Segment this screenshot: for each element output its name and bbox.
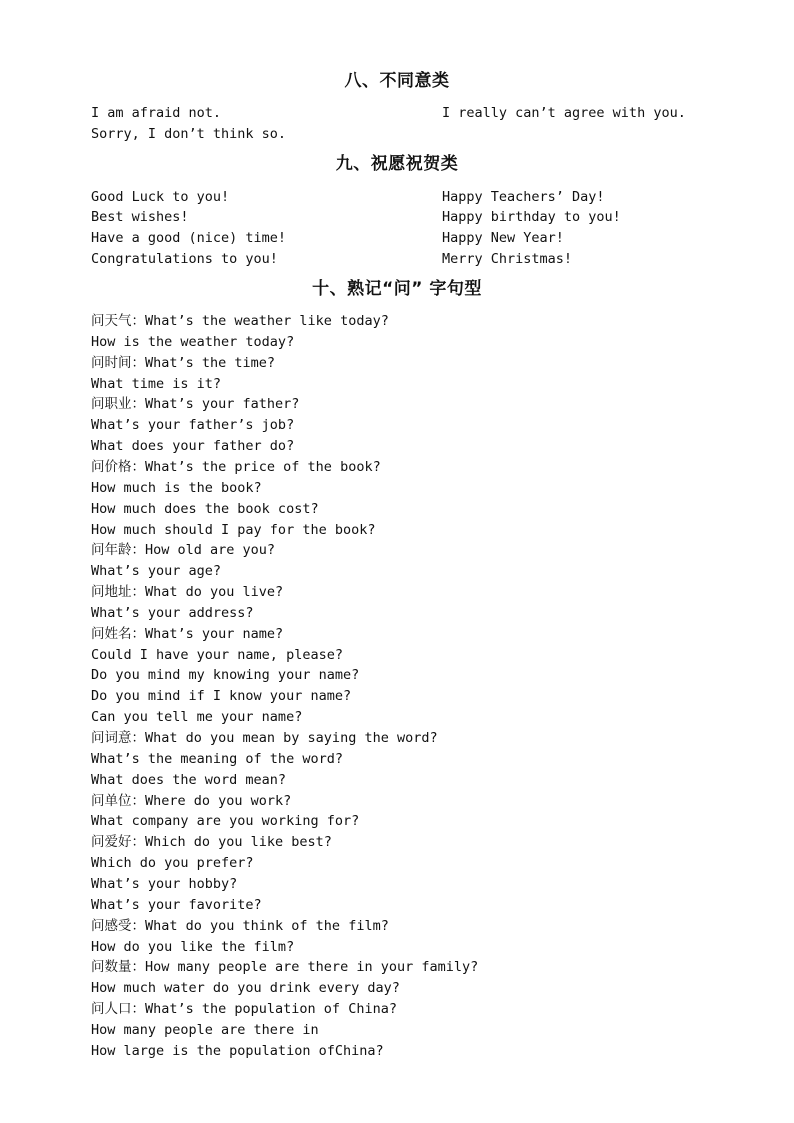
question-line: How much should I pay for the book? xyxy=(91,521,376,538)
question-line: How many people are there in xyxy=(91,1021,319,1038)
question-line: Could I have your name, please? xyxy=(91,646,343,663)
question-line: 问地址：What do you live? xyxy=(91,584,284,601)
question-line: How much does the book cost? xyxy=(91,500,319,517)
question-line: What’s your age? xyxy=(91,563,222,580)
question-line: 问单位：Where do you work? xyxy=(91,792,292,809)
question-line: 问词意：What do you mean by saying the word? xyxy=(91,730,438,746)
phrase-line: Congratulations to you! xyxy=(91,251,278,267)
question-line: What does your father do? xyxy=(91,438,295,455)
question-line: What company are you working for? xyxy=(91,813,360,830)
question-line: 问数量：How many people are there in your family? xyxy=(91,959,479,976)
question-line: 问职业：What’s your father? xyxy=(91,396,300,413)
phrase-line: I really can’t agree with you. xyxy=(442,105,686,121)
question-line: 问年龄：How old are you? xyxy=(91,542,276,559)
question-line: 问姓名：What’s your name? xyxy=(91,625,284,642)
question-line: 问人口：What’s the population of China? xyxy=(91,1001,397,1018)
question-line: Which do you prefer? xyxy=(91,855,254,872)
phrase-line: Good Luck to you! xyxy=(91,189,230,205)
question-line: What time is it? xyxy=(91,375,222,392)
question-line: How large is the population ofChina? xyxy=(91,1042,384,1059)
question-line: 问时间：What’s the time? xyxy=(91,354,276,371)
question-line: Do you mind if I know your name? xyxy=(91,688,352,705)
phrase-line: Have a good (nice) time! xyxy=(91,230,287,246)
phrase-line: Merry Christmas! xyxy=(442,251,573,267)
section-heading-wishes: 九、祝愿祝贺类 xyxy=(335,154,459,174)
phrase-line: I am afraid not. xyxy=(91,105,222,121)
question-line: What’s the meaning of the word? xyxy=(91,750,343,767)
section-heading-disagree: 八、不同意类 xyxy=(344,71,450,91)
phrase-line: Best wishes! xyxy=(91,209,189,225)
phrase-line: Sorry, I don’t think so. xyxy=(91,126,287,142)
question-line: What’s your hobby? xyxy=(91,875,238,892)
question-line: What’s your favorite? xyxy=(91,896,262,913)
question-line: Can you tell me your name? xyxy=(91,709,303,726)
question-line: How much is the book? xyxy=(91,479,262,496)
phrase-line: Happy birthday to you! xyxy=(442,209,621,225)
phrase-line: Happy New Year! xyxy=(442,230,564,246)
question-line: What does the word mean? xyxy=(91,771,287,788)
question-line: How much water do you drink every day? xyxy=(91,980,400,997)
question-line: How is the weather today? xyxy=(91,333,295,350)
question-line: Do you mind my knowing your name? xyxy=(91,667,360,684)
question-line: 问价格：What’s the price of the book? xyxy=(91,458,381,475)
section-heading-questions: 十、熟记“问” 字句型 xyxy=(312,279,482,299)
question-line: 问天气：What’s the weather like today? xyxy=(91,313,389,329)
question-line: How do you like the film? xyxy=(91,938,295,955)
question-line: What’s your father’s job? xyxy=(91,417,295,434)
question-line: 问感受：What do you think of the film? xyxy=(91,917,389,934)
question-line: What’s your address? xyxy=(91,604,254,621)
question-line: 问爱好：Which do you like best? xyxy=(91,834,332,851)
phrase-line: Happy Teachers’ Day! xyxy=(442,189,605,205)
